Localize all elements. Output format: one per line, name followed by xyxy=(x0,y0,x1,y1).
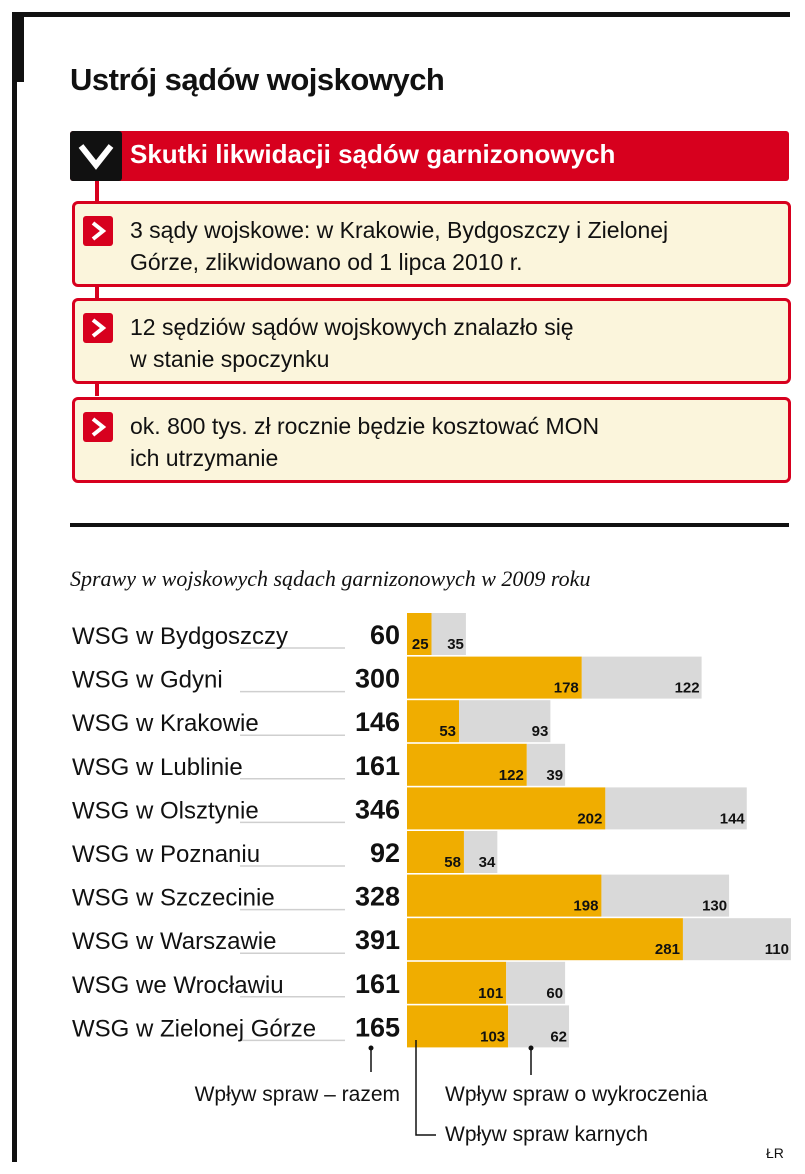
bar-label-criminal: 122 xyxy=(498,766,524,784)
bar-label-misdemeanour: 144 xyxy=(719,810,745,828)
note-line: ok. 800 tys. zł rocznie będzie kosztować MON xyxy=(130,413,600,439)
bar-label-misdemeanour: 60 xyxy=(546,984,564,1002)
legend-dot-total xyxy=(369,1046,374,1051)
category-label: WSG w Szczecinie xyxy=(72,884,275,912)
total-value: 165 xyxy=(354,1012,400,1043)
legend-dot-misdemeanour xyxy=(529,1046,534,1051)
banner-title: Skutki likwidacji sądów garnizonowych xyxy=(130,139,616,169)
category-label: WSG w Lublinie xyxy=(72,753,243,781)
note-line: 12 sędziów sądów wojskowych znalazło się xyxy=(130,314,574,340)
bar-label-criminal: 53 xyxy=(439,723,457,741)
note-line: w stanie spoczynku xyxy=(130,346,330,372)
note-line: 3 sądy wojskowe: w Krakowie, Bydgoszczy i Zielonej xyxy=(130,217,669,243)
legend-label-misdemeanour: Wpływ spraw o wykroczenia xyxy=(445,1083,708,1106)
category-label: WSG w Poznaniu xyxy=(72,841,261,868)
bar-label-criminal: 198 xyxy=(573,897,599,915)
bar-criminal xyxy=(407,918,683,960)
total-value: 161 xyxy=(354,750,400,781)
total-value: 346 xyxy=(354,794,400,825)
bar-label-misdemeanour: 62 xyxy=(550,1028,568,1046)
bar-criminal xyxy=(407,787,605,829)
page-title: Ustrój sądów wojskowych xyxy=(70,62,445,97)
legend-label-criminal: Wpływ spraw karnych xyxy=(445,1123,649,1146)
bar-label-misdemeanour: 35 xyxy=(447,636,464,653)
category-label: WSG w Warszawie xyxy=(72,928,277,956)
legend-label-total: Wpływ spraw – razem xyxy=(194,1083,400,1106)
bar-label-misdemeanour: 93 xyxy=(531,723,549,741)
bar-label-misdemeanour: 122 xyxy=(674,679,700,697)
bar-criminal xyxy=(407,875,601,917)
author-credit: ŁR xyxy=(766,1145,784,1161)
bar-label-criminal: 25 xyxy=(411,636,429,653)
bar-label-criminal: 202 xyxy=(577,810,603,828)
note-line: Górze, zlikwidowano od 1 lipca 2010 r. xyxy=(130,249,523,275)
category-label: WSG w Krakowie xyxy=(72,710,259,738)
total-value: 328 xyxy=(354,881,400,912)
total-value: 92 xyxy=(369,838,400,868)
category-label: WSG w Olsztynie xyxy=(72,797,259,825)
category-label: WSG w Gdyni xyxy=(72,666,223,694)
bar-label-criminal: 103 xyxy=(480,1028,506,1046)
total-value: 391 xyxy=(354,925,400,956)
bar-label-criminal: 101 xyxy=(478,984,504,1002)
total-value: 300 xyxy=(354,663,400,694)
total-value: 146 xyxy=(354,707,400,738)
total-value: 161 xyxy=(354,968,400,999)
bar-label-misdemeanour: 130 xyxy=(702,897,728,915)
category-label: WSG w Zielonej Górze xyxy=(72,1015,317,1043)
legend-pointer-criminal xyxy=(416,1040,436,1135)
bar-label-criminal: 58 xyxy=(444,854,461,871)
bar-label-criminal: 281 xyxy=(654,941,680,959)
category-label: WSG w Bydgoszczy xyxy=(72,623,289,650)
chart-title: Sprawy w wojskowych sądach garnizonowych w 2009 roku xyxy=(70,566,591,591)
bar-label-misdemeanour: 110 xyxy=(764,941,789,959)
note-line: ich utrzymanie xyxy=(130,445,279,471)
category-label: WSG we Wrocławiu xyxy=(72,971,284,999)
bar-label-misdemeanour: 34 xyxy=(478,854,496,871)
bar-label-misdemeanour: 39 xyxy=(546,766,564,784)
total-value: 60 xyxy=(369,620,400,650)
bar-label-criminal: 178 xyxy=(553,679,579,697)
